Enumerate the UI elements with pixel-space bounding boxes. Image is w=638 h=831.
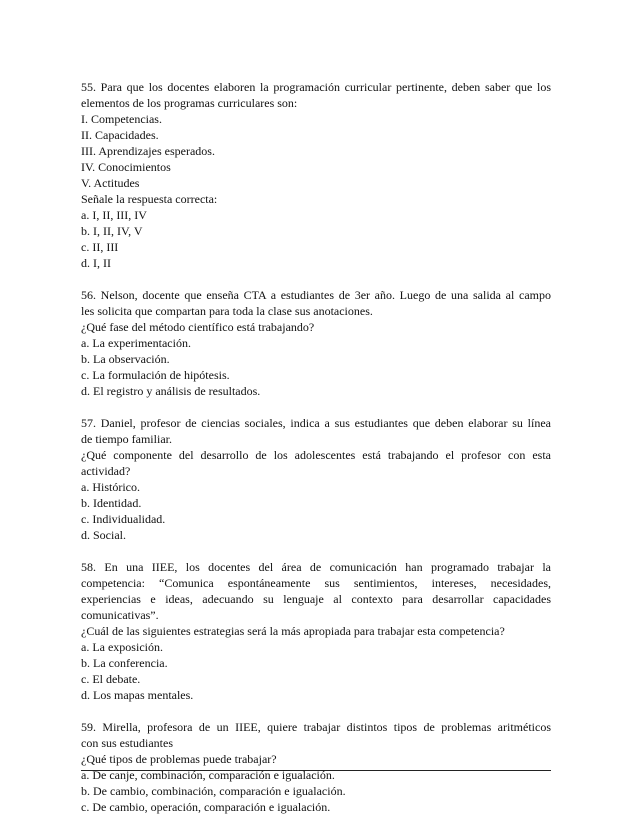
question-stem-line: comunicativas”.	[81, 608, 159, 622]
question-59	[81, 719, 551, 815]
footer-divider	[81, 770, 551, 771]
question-58	[81, 559, 551, 703]
answer-option: b. La conferencia.	[81, 656, 168, 670]
answer-option: c. Individualidad.	[81, 512, 166, 526]
question-stem-line: les solicita que compartan para toda la clase sus anotaciones.	[81, 304, 373, 318]
answer-option: c. De cambio, operación, comparación e igualación.	[81, 800, 331, 814]
question-56	[81, 287, 551, 399]
answer-option: b. De cambio, combinación, comparación e igualación.	[81, 784, 346, 798]
answer-option: a. De canje, combinación, comparación e igualación.	[81, 768, 335, 782]
answer-option: c. El debate.	[81, 672, 141, 686]
question-prompt-line: ¿Qué componente del desarrollo de los adolescentes está trabajando el profesor con esta	[81, 448, 551, 462]
question-stem-line: experiencias e ideas, adecuando su lenguaje al contexto para desarrollar capacidades	[81, 592, 551, 606]
answer-option: a. I, II, III, IV	[81, 208, 147, 222]
answer-option: b. La observación.	[81, 352, 170, 366]
answer-option: d. Los mapas mentales.	[81, 688, 194, 702]
answer-option: d. I, II	[81, 256, 111, 270]
statement-item: III. Aprendizajes esperados.	[81, 144, 215, 158]
document-page	[81, 79, 551, 831]
question-prompt: ¿Cuál de las siguientes estrategias será la más apropiada para trabajar esta competencia?	[81, 624, 505, 638]
answer-option: c. La formulación de hipótesis.	[81, 368, 230, 382]
question-stem-line: de tiempo familiar.	[81, 432, 172, 446]
question-stem-line: 55. Para que los docentes elaboren la programación curricular pertinente, deben saber que los	[81, 80, 551, 94]
question-prompt: Señale la respuesta correcta:	[81, 192, 218, 206]
statement-item: II. Capacidades.	[81, 128, 159, 142]
question-stem-line: 59. Mirella, profesora de un IIEE, quiere trabajar distintos tipos de problemas aritméticos	[81, 720, 551, 734]
answer-option: b. I, II, IV, V	[81, 224, 143, 238]
answer-option: a. La experimentación.	[81, 336, 191, 350]
question-prompt: ¿Qué tipos de problemas puede trabajar?	[81, 752, 277, 766]
question-prompt: ¿Qué fase del método científico está trabajando?	[81, 320, 315, 334]
question-55	[81, 79, 551, 271]
question-57	[81, 415, 551, 543]
statement-item: I. Competencias.	[81, 112, 162, 126]
answer-option: a. Histórico.	[81, 480, 140, 494]
question-stem-line: 56. Nelson, docente que enseña CTA a estudiantes de 3er año. Luego de una salida al campo	[81, 288, 551, 302]
answer-option: d. El registro y análisis de resultados.	[81, 384, 261, 398]
answer-option: a. La exposición.	[81, 640, 163, 654]
question-stem-line: con sus estudiantes	[81, 736, 173, 750]
answer-option: d. Social.	[81, 528, 126, 542]
question-stem-line: 58. En una IIEE, los docentes del área de comunicación han programado trabajar la	[81, 560, 551, 574]
question-stem-line: 57. Daniel, profesor de ciencias sociales, indica a sus estudiantes que deben elaborar su línea	[81, 416, 551, 430]
question-prompt-line: actividad?	[81, 464, 131, 478]
statement-item: V. Actitudes	[81, 176, 140, 190]
question-stem-line: elementos de los programas curriculares son:	[81, 96, 298, 110]
answer-option: b. Identidad.	[81, 496, 142, 510]
answer-option: c. II, III	[81, 240, 119, 254]
question-stem-line: competencia: “Comunica espontáneamente sus sentimientos, intereses, necesidades,	[81, 576, 551, 590]
statement-item: IV. Conocimientos	[81, 160, 171, 174]
